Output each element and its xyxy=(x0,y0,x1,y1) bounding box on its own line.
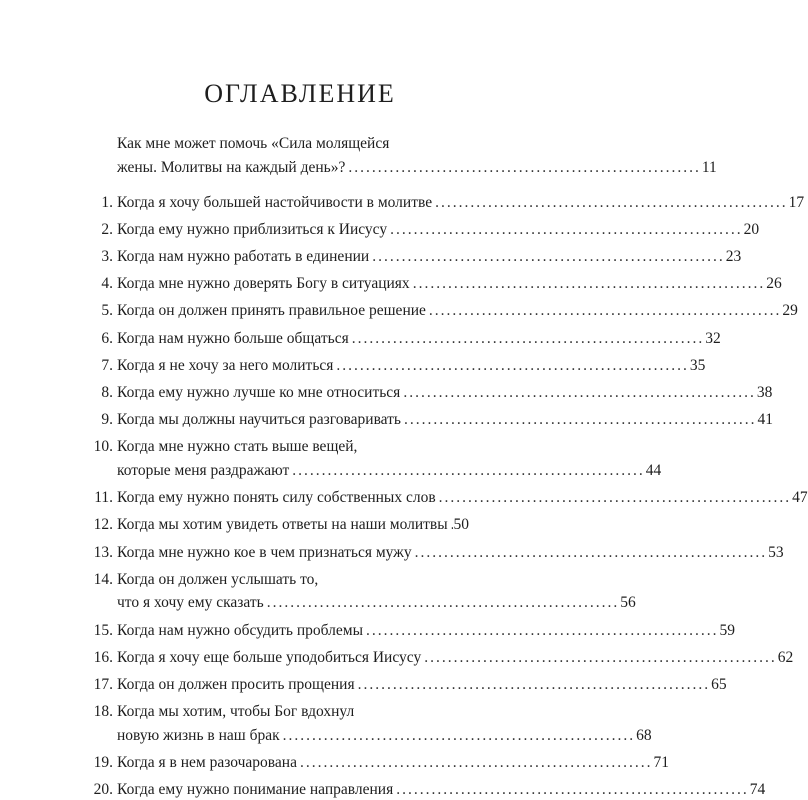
toc-entry-page-number: 41 xyxy=(757,411,774,429)
toc-entry-line xyxy=(117,192,805,213)
toc-entry-title: Когда я хочу еще больше уподобиться Иисусу xyxy=(117,648,422,666)
toc-entry-title: Когда он должен принять правильное решение xyxy=(117,302,426,320)
toc-entry-line xyxy=(117,620,735,641)
toc-entry-number: 2. xyxy=(101,220,113,238)
toc-entry-page-number: 32 xyxy=(705,329,721,347)
toc-entry-line xyxy=(117,514,469,535)
toc-entry-title: Когда он должен просить прощения xyxy=(117,676,355,693)
toc-entry-title: Когда нам нужно обсудить проблемы xyxy=(117,621,363,639)
toc-entry-title: новую жизнь в наш брак xyxy=(117,726,280,744)
toc-entry-title: Когда я хочу большей настойчивости в молитве xyxy=(117,193,433,211)
toc-entry-title: Когда мы должны научиться разговаривать xyxy=(117,411,402,429)
dot-leader: ............................................................ xyxy=(292,462,645,479)
toc-entry-title: Когда мне нужно доверять Богу в ситуациях xyxy=(117,275,410,293)
toc-entry-title: что я хочу ему сказать xyxy=(117,594,264,612)
toc-entry-title: Как мне может помочь «Сила молящейся xyxy=(117,135,390,152)
toc-entry-page-number: 53 xyxy=(768,543,784,561)
toc-entry-line xyxy=(117,157,717,178)
toc-entry-line xyxy=(117,382,773,403)
dot-leader: ............................................................ xyxy=(390,220,743,238)
toc-entry-line xyxy=(117,701,469,722)
dot-leader: ............................................................ xyxy=(424,648,777,666)
toc-entry-title: Когда он должен услышать то, xyxy=(117,570,319,588)
dot-leader xyxy=(451,514,453,535)
toc-entry-title: Когда ему нужно понять силу собственных слов xyxy=(117,489,436,507)
toc-entry-page-number: 35 xyxy=(689,356,706,374)
toc-entry-number: 14. xyxy=(93,570,113,588)
dot-leader: ............................................................ xyxy=(266,594,620,612)
toc-entry-number: 4. xyxy=(101,275,113,293)
dot-leader: ............................................................ xyxy=(438,489,792,507)
dot-leader: ............................................................ xyxy=(414,543,768,561)
toc-entry-page-number: 26 xyxy=(766,275,782,293)
toc-entry-page-number: 38 xyxy=(756,384,773,401)
toc-entry-title: которые меня раздражают xyxy=(117,462,290,479)
toc-entry-page-number: 68 xyxy=(636,726,652,744)
dot-leader: ............................................................ xyxy=(435,193,788,211)
toc-entry-number: 20. xyxy=(93,781,113,799)
toc-entry-number: 16. xyxy=(93,648,113,666)
toc-entry-line xyxy=(117,328,721,349)
toc-entry-line xyxy=(117,779,766,800)
toc-entry-page-number: 20 xyxy=(743,220,760,238)
dot-leader: ............................................................ xyxy=(396,781,749,799)
dot-leader: ............................................................ xyxy=(428,302,782,320)
toc-entry-title: Когда мне нужно кое в чем признаться мужу xyxy=(117,543,412,561)
toc-entry-line xyxy=(117,725,652,746)
toc-entry-title: Когда мы хотим увидеть ответы на наши молитвы xyxy=(117,516,448,534)
toc-entry-page-number: 74 xyxy=(749,781,766,799)
toc-entry-title: Когда нам нужно работать в единении xyxy=(117,248,370,265)
toc-entry-page-number: 71 xyxy=(653,754,669,771)
toc-entry-page-number: 65 xyxy=(711,676,727,693)
toc-entry-title: Когда мне нужно стать выше вещей, xyxy=(117,438,358,456)
toc-entry-line xyxy=(117,569,469,590)
dot-leader: ............................................................ xyxy=(412,275,766,293)
toc-entry-number: 15. xyxy=(93,621,113,639)
toc-entry-number: 19. xyxy=(93,754,113,771)
toc-entry-page-number: 23 xyxy=(725,248,742,265)
toc-entry-page-number: 29 xyxy=(782,302,798,320)
toc-entry-line xyxy=(117,752,669,773)
dot-leader: ............................................................ xyxy=(336,356,689,374)
toc-entry-number: 6. xyxy=(101,329,113,347)
toc-entry-title: Когда я не хочу за него молиться xyxy=(117,356,334,374)
toc-entry-number: 1. xyxy=(101,193,113,211)
toc-entry-line xyxy=(117,674,727,695)
dot-leader: ............................................................ xyxy=(403,384,756,401)
toc-entry-page-number: 47 xyxy=(792,489,808,507)
toc-entry-number: 10. xyxy=(93,438,113,456)
dot-leader: ............................................................ xyxy=(299,754,653,771)
toc-entry-line xyxy=(117,273,782,294)
toc-entry-page-number: 17 xyxy=(788,193,805,211)
toc-entry-number: 17. xyxy=(93,676,113,693)
toc-entry-number: 5. xyxy=(101,302,113,320)
page-title: ОГЛАВЛЕНИЕ xyxy=(204,79,396,108)
toc-entry-line xyxy=(117,133,469,154)
toc-entry-line xyxy=(117,487,808,508)
toc-entry-number: 7. xyxy=(101,356,113,374)
toc-entry-page-number: 62 xyxy=(777,648,794,666)
dot-leader: ............................................................ xyxy=(282,726,636,744)
toc-entry-page-number: 11 xyxy=(701,158,717,176)
toc-entry-number: 18. xyxy=(93,703,113,721)
toc-entry-page-number: 44 xyxy=(645,462,662,479)
dot-leader: ............................................................ xyxy=(404,411,757,429)
toc-entry-number: 13. xyxy=(93,543,113,561)
dot-leader: ............................................................ xyxy=(357,676,711,693)
toc-entry-number: 11. xyxy=(94,489,113,507)
dot-leader: ............................................................ xyxy=(351,329,705,347)
toc-entry-line xyxy=(117,542,784,563)
toc-entry-title: Когда мы хотим, чтобы Бог вдохнул xyxy=(117,703,355,721)
dot-leader: ............................................................ xyxy=(348,158,701,176)
toc-entry-number: 12. xyxy=(93,516,113,534)
toc-entry-line xyxy=(117,409,774,430)
toc-entry-line xyxy=(117,219,760,240)
toc-entry-title: Когда я в нем разочарована xyxy=(117,754,297,771)
toc-entry-line xyxy=(117,460,662,481)
toc-entry-page-number: 50 xyxy=(453,516,469,534)
toc-entry-line xyxy=(117,436,469,457)
toc-entry-title: жены. Молитвы на каждый день»? xyxy=(117,158,346,176)
dot-leader: ............................................................ xyxy=(366,621,719,639)
toc-entry-page-number: 56 xyxy=(620,594,636,612)
toc-entry-line xyxy=(117,647,794,668)
toc-entry-number: 8. xyxy=(101,384,113,401)
dot-leader: ............................................................ xyxy=(372,248,725,265)
toc-entry-title: Когда нам нужно больше общаться xyxy=(117,329,349,347)
toc-entry-page-number: 59 xyxy=(719,621,735,639)
toc-entry-title: Когда ему нужно лучше ко мне относиться xyxy=(117,384,401,401)
toc-entry-line xyxy=(117,246,742,267)
toc-entry-title: Когда ему нужно приблизиться к Иисусу xyxy=(117,220,388,238)
toc-entry-line xyxy=(117,300,798,321)
toc-entry-number: 3. xyxy=(101,248,113,265)
toc-entry-number: 9. xyxy=(101,411,113,429)
toc-entry-line xyxy=(117,592,636,613)
toc-entry-line xyxy=(117,355,706,376)
toc-entry-title: Когда ему нужно понимание направления xyxy=(117,781,394,799)
